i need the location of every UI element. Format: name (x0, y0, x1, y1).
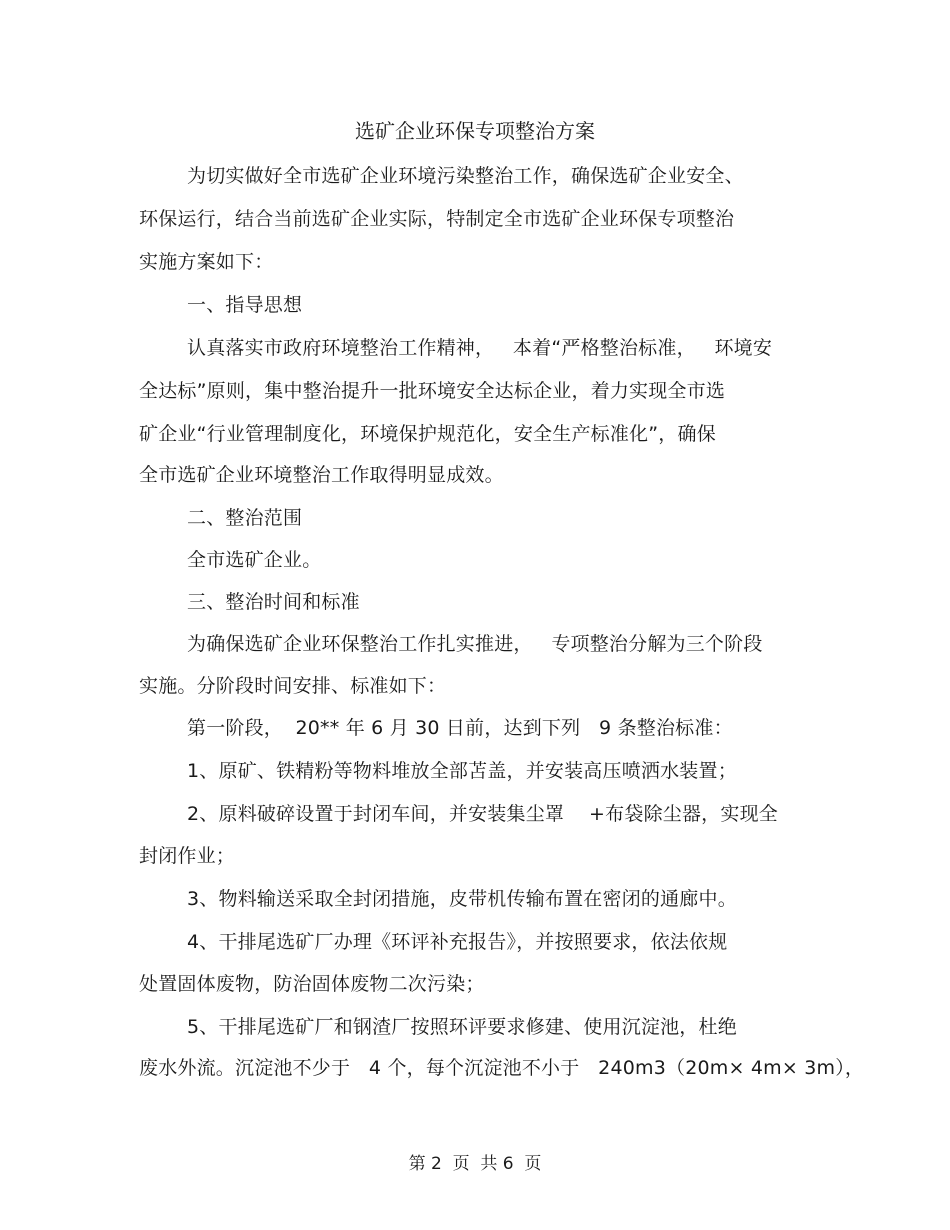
section-heading: 三、整治时间和标准 (187, 591, 360, 613)
paragraph-line: 为确保选矿企业环保整治工作扎实推进， 专项整治分解为三个阶段 (187, 633, 763, 655)
list-item: 3、物料输送采取全封闭措施，皮带机传输布置在密闭的通廊中。 (187, 888, 737, 910)
paragraph-line: 认真落实市政府环境整治工作精神， 本着“严格整治标准， 环境安 (187, 337, 773, 359)
section-heading: 二、整治范围 (187, 507, 303, 529)
page-number: 第 2 页 共 6 页 (408, 1154, 542, 1174)
list-item: 2、原料破碎设置于封闭车间，并安装集尘罩 +布袋除尘器，实现全 (187, 803, 778, 825)
paragraph-line: 全市选矿企业环境整治工作取得明显成效。 (139, 464, 504, 486)
paragraph-line: 实施。分阶段时间安排、标准如下： (139, 675, 447, 697)
paragraph-line: 全达标”原则，集中整治提升一批环境安全达标企业，着力实现全市选 (139, 380, 726, 402)
paragraph-line: 环保运行，结合当前选矿企业实际，特制定全市选矿企业环保专项整治 (139, 208, 735, 230)
paragraph-line: 实施方案如下： (139, 251, 274, 273)
list-item: 4、干排尾选矿厂办理《环评补充报告》，并按照要求，依法依规 (187, 931, 728, 953)
section-heading: 一、指导思想 (187, 294, 303, 316)
document-title: 选矿企业环保专项整治方案 (355, 119, 595, 143)
list-item: 5、干排尾选矿厂和钢渣厂按照环评要求修建、使用沉淀池，杜绝 (187, 1016, 737, 1038)
list-item-continuation: 处置固体废物，防治固体废物二次污染； (139, 973, 485, 995)
list-item: 1、原矿、铁精粉等物料堆放全部苫盖，并安装高压喷洒水装置； (187, 760, 737, 782)
paragraph-line: 第一阶段， 20** 年 6 月 30 日前，达到下列 9 条整治标准： (187, 717, 733, 739)
paragraph-line: 矿企业“行业管理制度化，环境保护规范化，安全生产标准化”，确保 (139, 423, 716, 445)
paragraph-line: 全市选矿企业。 (187, 549, 322, 571)
paragraph-line: 为切实做好全市选矿企业环境污染整治工作，确保选矿企业安全、 (187, 165, 744, 187)
list-item-continuation: 废水外流。沉淀池不少于 4 个，每个沉淀池不小于 240m3（20m× 4m× 3m）， (139, 1057, 865, 1079)
list-item-continuation: 封闭作业； (139, 845, 236, 867)
